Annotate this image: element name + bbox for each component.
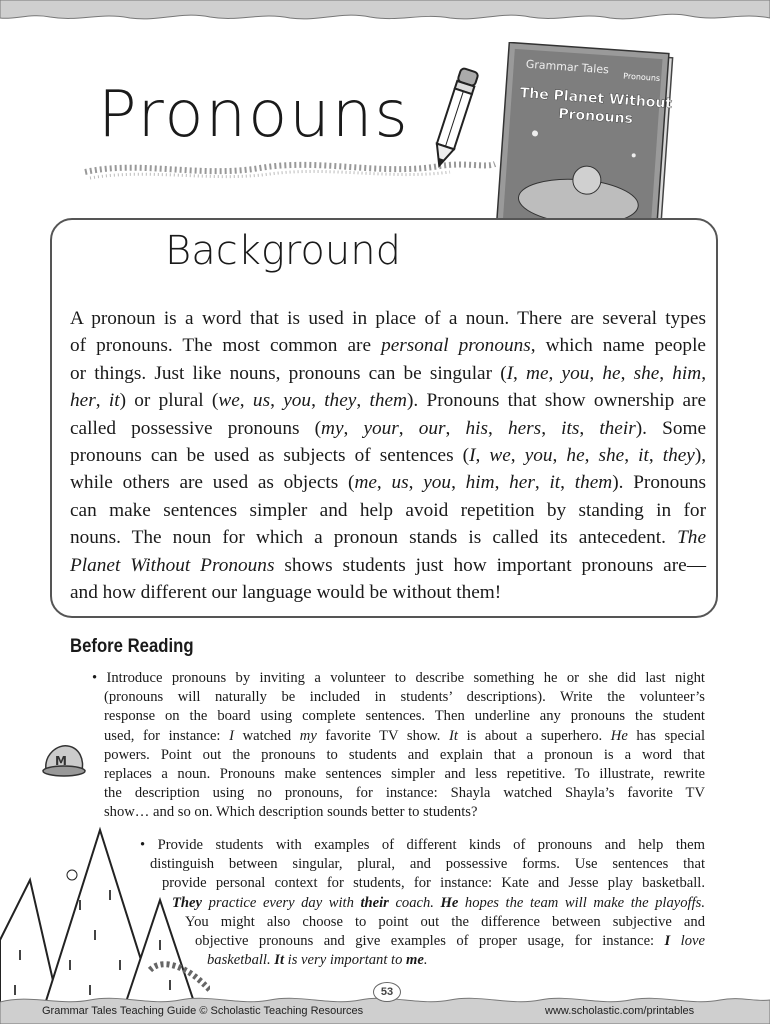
text-segment: basketball. (207, 952, 275, 969)
text-segment: , (445, 417, 466, 439)
text-segment: our (418, 417, 446, 439)
text-segment: , (513, 362, 527, 384)
text-segment: can make sentences simpler and help avoid repetition by standing in for (70, 499, 706, 521)
text-segment: , (95, 390, 109, 412)
text-segment: , (589, 362, 603, 384)
text-segment: pronouns can be used as subjects of sentences ( (70, 445, 470, 467)
page-number: 53 (373, 982, 401, 1002)
text-segment: he (602, 362, 621, 384)
text-segment: him (465, 472, 495, 494)
text-segment: while others are used as objects ( (70, 472, 355, 494)
pencil-icon (430, 62, 480, 172)
text-segment: It (274, 952, 285, 969)
footer-copyright: Grammar Tales Teaching Guide © Scholastic Teaching Resources (42, 1005, 364, 1017)
text-segment: you (561, 362, 590, 384)
text-line (92, 746, 705, 765)
text-segment: , (475, 445, 490, 467)
text-line (70, 305, 706, 332)
book-badge: Pronouns (622, 71, 661, 84)
text-segment: • Introduce pronouns by inviting a volunteer to describe something he or she did last night (92, 670, 705, 686)
text-segment: , (376, 472, 392, 494)
svg-text:M: M (55, 754, 67, 768)
text-segment: , (620, 362, 634, 384)
text-segment: ). Pronouns (612, 472, 707, 494)
text-segment: used, for instance: (104, 727, 230, 744)
bullet-2-line (172, 894, 705, 913)
text-segment: ). Pronouns that show ownership are (406, 390, 707, 412)
text-segment: your (363, 417, 399, 439)
text-line (162, 874, 705, 893)
text-line (70, 469, 706, 496)
text-segment: she (598, 445, 625, 467)
text-segment: The (677, 527, 706, 549)
text-segment: we (489, 445, 511, 467)
text-segment: , (343, 417, 364, 439)
text-segment: , (311, 390, 325, 412)
text-segment: them (369, 390, 407, 412)
text-segment: He (610, 727, 628, 744)
text-segment: coach. (388, 894, 441, 911)
text-segment: , (659, 362, 673, 384)
bullet-2-line (150, 855, 705, 874)
text-segment: It (449, 727, 458, 744)
background-heading: Background (165, 228, 401, 274)
text-segment: , (584, 445, 599, 467)
bullet-2-line (140, 836, 705, 855)
text-segment: Planet Without Pronouns (70, 554, 275, 576)
text-segment: I (506, 362, 514, 384)
text-segment: their (360, 894, 389, 911)
text-line (70, 360, 706, 387)
text-segment: has special (627, 727, 705, 744)
text-line (70, 497, 706, 524)
text-segment: They (172, 894, 202, 911)
before-reading-heading: Before Reading (70, 636, 194, 657)
text-segment: objective pronouns and give examples of proper usage, for instance: (195, 933, 665, 949)
text-segment: its (561, 417, 580, 439)
text-line (185, 913, 705, 932)
text-segment: I (229, 727, 234, 744)
text-segment: , (510, 445, 525, 467)
text-segment: the description using no pronouns, for instance: Shayla watched Shayla’s favorite TV (104, 785, 705, 802)
text-segment: distinguish between singular, plural, and possessive forms. Use sentences that (150, 856, 705, 873)
text-line (92, 784, 705, 803)
text-segment: and how different our language would be without them! (70, 582, 502, 604)
before-reading-bullet-1 (92, 669, 705, 823)
text-segment: I (469, 445, 476, 467)
text-segment: my (321, 417, 344, 439)
text-line (70, 579, 706, 606)
text-segment: me (354, 472, 377, 494)
text-segment: it (108, 390, 120, 412)
text-segment: personal pronouns (381, 335, 531, 357)
text-segment: us (391, 472, 409, 494)
text-segment: , (356, 390, 370, 412)
text-segment: they (324, 390, 357, 412)
book-series-label: Grammar Tales (525, 57, 610, 77)
text-line (70, 387, 706, 414)
text-segment: favorite TV show. (316, 727, 450, 744)
text-segment: my (299, 727, 317, 744)
text-segment: . (423, 952, 428, 969)
text-segment: or things. Just like nouns, pronouns can be singular ( (70, 362, 507, 384)
text-segment: me (526, 362, 549, 384)
text-segment: , (534, 472, 550, 494)
text-segment: provide personal context for students, for instance: Kate and Jesse play basketball. (162, 875, 705, 892)
text-segment: his (465, 417, 489, 439)
text-line (70, 552, 706, 579)
text-segment: , (552, 445, 567, 467)
text-segment: they (662, 445, 695, 467)
book-title-line2: Pronouns (557, 106, 634, 128)
bullet-2-line (207, 951, 705, 970)
page-title: Pronouns (98, 78, 410, 152)
astronaut-helmet-icon (40, 740, 88, 780)
text-segment: You might also choose to point out the difference between subjective and (185, 913, 705, 930)
text-segment: love (670, 933, 705, 949)
text-line (140, 836, 705, 855)
text-segment: practice every day with (202, 894, 361, 911)
text-segment: , (239, 390, 253, 412)
text-segment: them (574, 472, 613, 494)
text-segment: (pronouns will naturally be included in students’ descriptions). Write the volunteer’s (104, 689, 705, 706)
text-segment: watched (233, 727, 300, 744)
text-segment: , (624, 445, 639, 467)
text-line (92, 765, 705, 784)
text-line (92, 727, 705, 746)
text-segment: her (509, 472, 535, 494)
text-line (172, 894, 705, 913)
text-segment: ). Some (635, 417, 707, 439)
text-segment: him (672, 362, 702, 384)
footer-url-link[interactable]: www.scholastic.com/printables (545, 1005, 695, 1017)
text-segment: , (451, 472, 466, 494)
text-line (207, 951, 705, 970)
text-segment: you (423, 472, 452, 494)
text-segment: • Provide students with examples of different kinds of pronouns and help them (140, 837, 705, 853)
text-segment: , (270, 390, 284, 412)
text-segment: , (488, 417, 508, 439)
text-segment: He (440, 894, 459, 911)
text-line (150, 855, 705, 874)
text-segment: hers (507, 417, 542, 439)
text-segment: , (560, 472, 575, 494)
text-segment: is very important to (284, 952, 407, 969)
text-segment: is about a superhero. (457, 727, 611, 744)
text-segment: he (566, 445, 585, 467)
text-segment: ), (694, 445, 707, 467)
text-segment: , (701, 362, 707, 384)
text-line (70, 332, 706, 359)
text-line (92, 669, 705, 688)
text-segment: powers. Point out the pronouns to students and explain that a pronoun is a word that (104, 746, 705, 763)
text-segment: I (664, 933, 671, 949)
text-segment: you (524, 445, 553, 467)
text-line (195, 932, 705, 951)
text-line (70, 415, 706, 442)
text-line (92, 688, 705, 707)
text-segment: nouns. The noun for which a pronoun stands is called its antecedent. (70, 527, 678, 549)
text-line (92, 707, 705, 726)
text-line (70, 442, 706, 469)
text-segment: , (648, 445, 663, 467)
text-segment: me (406, 952, 424, 969)
text-segment: you (283, 390, 312, 412)
text-segment: , (541, 417, 562, 439)
text-segment: ) or plural ( (119, 390, 219, 412)
bullet-2-line (162, 874, 705, 893)
text-segment: , (408, 472, 424, 494)
text-segment: show… and so on. Which description sounds better to students? (104, 804, 478, 821)
text-segment: her (70, 390, 96, 412)
text-segment: , (398, 417, 419, 439)
text-segment: shows students just how important pronouns are— (274, 554, 706, 576)
bullet-2-line (195, 932, 705, 951)
text-segment: it (638, 445, 649, 467)
text-segment: their (599, 417, 636, 439)
text-segment: , (548, 362, 562, 384)
text-segment: of pronouns. The most common are (70, 335, 382, 357)
text-segment: response on the board using complete sentences. Then underline any pronouns the student (104, 708, 705, 725)
background-paragraph (70, 305, 706, 606)
text-segment: , which name people (530, 335, 706, 357)
text-segment: A pronoun is a word that is used in place of a noun. There are several types (70, 308, 706, 329)
text-segment: called possessive pronouns ( (70, 417, 322, 439)
book-title-line1: The Planet Without (519, 85, 673, 112)
text-segment: us (252, 390, 271, 412)
text-segment: , (494, 472, 510, 494)
text-segment: replaces a noun. Pronouns make sentences simpler and less repetitive. To illustrate, rewrite (104, 766, 705, 783)
text-segment: it (549, 472, 561, 494)
text-segment: , (579, 417, 600, 439)
text-segment: she (633, 362, 660, 384)
bullet-2-line (185, 913, 705, 932)
text-segment: we (218, 390, 240, 412)
text-line (70, 524, 706, 551)
top-wave-border (0, 0, 770, 30)
text-segment: hopes the team will make the playoffs. (458, 894, 705, 911)
